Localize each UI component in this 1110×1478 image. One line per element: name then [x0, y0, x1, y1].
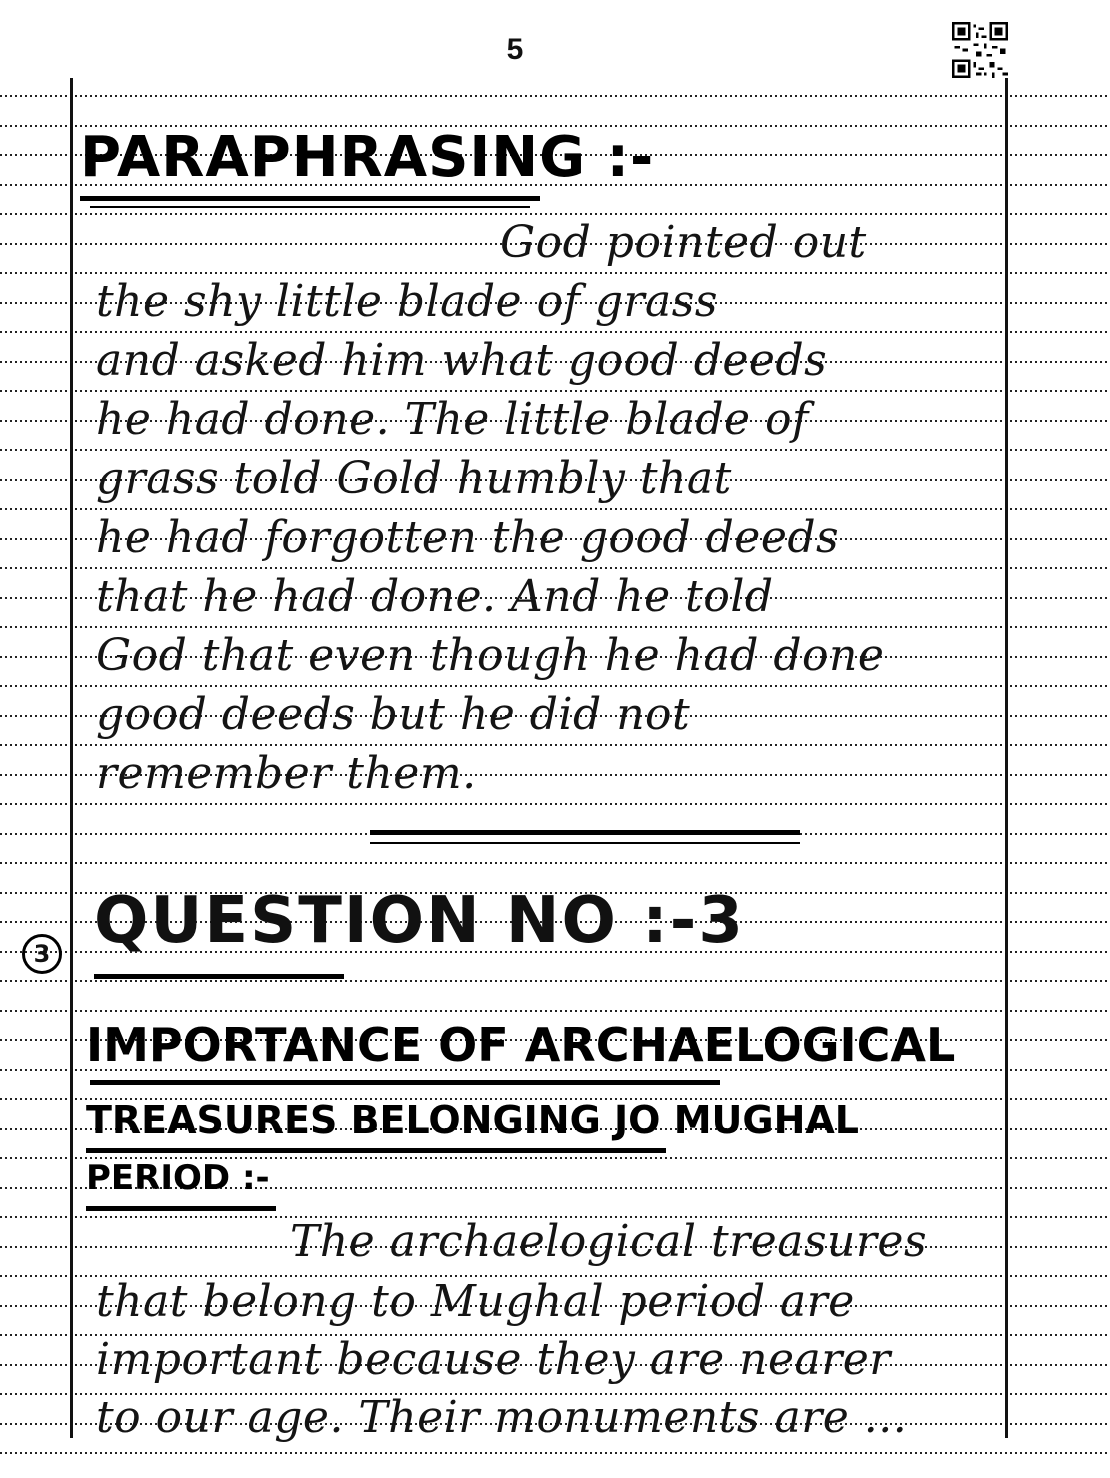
question-title-line1: IMPORTANCE OF ARCHAELOGICAL [86, 1018, 956, 1072]
paraphrasing-underline [80, 196, 540, 201]
qr-code-icon [952, 22, 1008, 78]
question-heading: QUESTION NO :-3 [94, 884, 745, 958]
paraphrase-line: he had forgotten the good deeds [96, 512, 840, 563]
paraphrasing-underline-thin [90, 206, 530, 208]
paraphrase-line: that he had done. And he told [96, 571, 774, 622]
answer-line: to our age. Their monuments are ... [96, 1392, 908, 1443]
page-number: 5 [506, 33, 524, 66]
paraphrase-line: good deeds but he did not [96, 689, 691, 740]
paraphrasing-heading: PARAPHRASING :- [80, 125, 655, 190]
question-title-line3: PERIOD :- [86, 1158, 270, 1198]
left-margin-line [70, 78, 73, 1438]
answer-line: that belong to Mughal period are [96, 1276, 855, 1327]
paraphrase-line: God pointed out [500, 217, 867, 268]
question-underline [94, 974, 344, 979]
answer-line: important because they are nearer [96, 1334, 891, 1385]
paraphrase-line: the shy little blade of grass [96, 276, 718, 327]
question-number-circle: 3 [22, 934, 62, 974]
right-border-line [1005, 78, 1008, 1438]
paraphrase-line: and asked him what good deeds [96, 335, 828, 386]
section-divider-thin [370, 842, 800, 844]
section-divider [370, 830, 800, 835]
paraphrase-line: he had done. The little blade of [96, 394, 809, 445]
paraphrase-line: remember them. [96, 748, 477, 799]
paraphrase-line: God that even though he had done [96, 630, 885, 681]
answer-line: The archaelogical treasures [290, 1216, 928, 1267]
title-underline-1 [90, 1080, 720, 1085]
title-underline-3 [86, 1206, 276, 1211]
paraphrase-line: grass told Gold humbly that [96, 453, 732, 504]
question-title-line2: TREASURES BELONGING JO MUGHAL [86, 1098, 859, 1142]
